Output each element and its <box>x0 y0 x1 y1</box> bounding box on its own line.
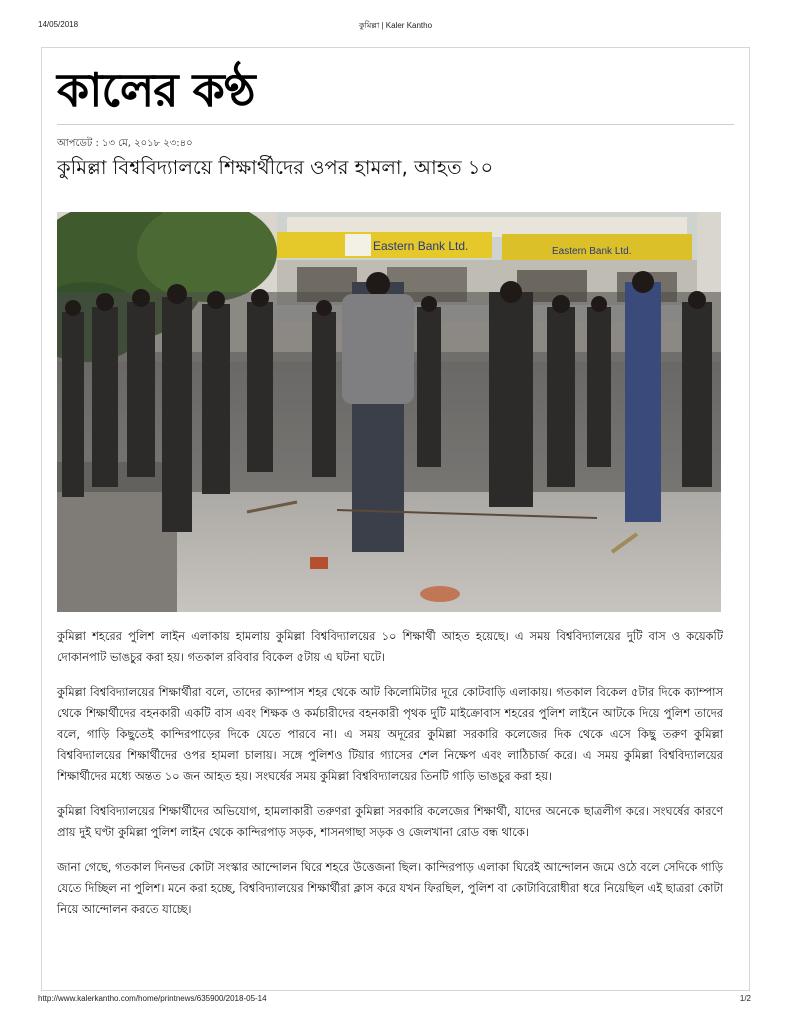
article-body <box>57 626 723 934</box>
masthead-divider <box>57 124 734 125</box>
update-timestamp: আপডেট : ১৩ মে, ২০১৮ ২৩:৪০ <box>57 138 193 149</box>
print-header <box>0 20 791 32</box>
article-headline: কুমিল্লা বিশ্ববিদ্যালয়ে শিক্ষার্থীদের ওপর হামলা, আহত ১০ <box>57 156 494 179</box>
newspaper-logo: কালের কণ্ঠ <box>57 63 255 117</box>
bank-sign-text: Eastern Bank Ltd. <box>373 239 469 253</box>
print-page-title: কুমিল্লা | Kaler Kantho <box>358 21 433 30</box>
article-paragraph: কুমিল্লা বিশ্ববিদ্যালয়ের শিক্ষার্থীদের অভিযোগ, হামলাকারী তরুণরা কুমিল্লা সরকারি কলেজের শিক্ষার্থী, যাদের অনেকে ছাত্রলীগ করে। সংঘর্ষের কারণে প্রায় দুই ঘণ্টা কুমিল্লা পুলিশ লাইন থেকে কান্দিরপাড় সড়ক, শাসনগাছা সড়ক ও জেলখানা রোড বন্ধ থাকে। <box>57 804 723 839</box>
article-paragraph: কুমিল্লা শহরের পুলিশ লাইন এলাকায় হামলায় কুমিল্লা বিশ্ববিদ্যালয়ের ১০ শিক্ষার্থী আহত হয়েছে। এ সময় বিশ্ববিদ্যালয়ের দুটি বাস ও কয়েকটি দোকানপাট ভাঙচুর করা হয়। গতকাল রবিবার বিকেল ৫টায় এ ঘটনা ঘটে। <box>57 629 723 664</box>
print-date: 14/05/2018 <box>38 20 79 29</box>
print-footer <box>0 994 791 1006</box>
article-url: http://www.kalerkantho.com/home/printnews/635900/2018-05-14 <box>38 994 267 1003</box>
page-number: 1/2 <box>739 994 751 1003</box>
article-paragraph: জানা গেছে, গতকাল দিনভর কোটা সংস্কার আন্দোলন ঘিরে শহরে উত্তেজনা ছিল। কান্দিরপাড় এলাকা ঘিরেই আন্দোলন জমে ওঠে বলে সেদিকে গাড়ি যেতে দিচ্ছিল না পুলিশ। মনে করা হচ্ছে, বিশ্ববিদ্যালয়ের শিক্ষার্থীরা ক্লাস করে যখন ফিরছিল, পুলিশ বা কোটাবিরোধীরা ধরে নিয়েছিল এই ছাত্ররা কোটা নিয়ে আন্দোলন করতে যাচ্ছে। <box>57 860 723 916</box>
article-photo <box>57 212 721 612</box>
bank-sign-text-side: Eastern Bank Ltd. <box>552 246 632 257</box>
article-paragraph: কুমিল্লা বিশ্ববিদ্যালয়ের শিক্ষার্থীরা বলে, তাদের ক্যাম্পাস শহর থেকে আট কিলোমিটার দূরে কোটবাড়ি এলাকায়। গতকাল বিকেল ৫টার দিকে ক্যাম্পাস থেকে শিক্ষার্থীদের বহনকারী একটি বাস এবং শিক্ষক ও কর্মচারীদের বহনকারী পৃথক দুটি মাইক্রোবাস শহরের পুলিশ লাইনে আটকে দিয়ে পুলিশ তাদের বলে, গাড়ি কিছুতেই কান্দিরপাড়ের দিকে যেতে পারবে না। এ সময় অদূরের কুমিল্লা সরকারি কলেজের দিক থেকে এসে কিছু তরুণ কুমিল্লা বিশ্ববিদ্যালয়ের শিক্ষার্থীদের ওপর হামলা চালায়। সঙ্গে পুলিশও টিয়ার গ্যাসের শেল নিক্ষেপ এবং লাঠিচার্জ করে। এ সময় কুমিল্লা বিশ্ববিদ্যালয়ের শিক্ষার্থীদের মধ্যে অন্তত ১০ জন আহত হয়। সংঘর্ষের সময় কুমিল্লা বিশ্ববিদ্যালয়ের তিনটি গাড়ি ভাঙচুর করা হয়। <box>57 685 723 783</box>
